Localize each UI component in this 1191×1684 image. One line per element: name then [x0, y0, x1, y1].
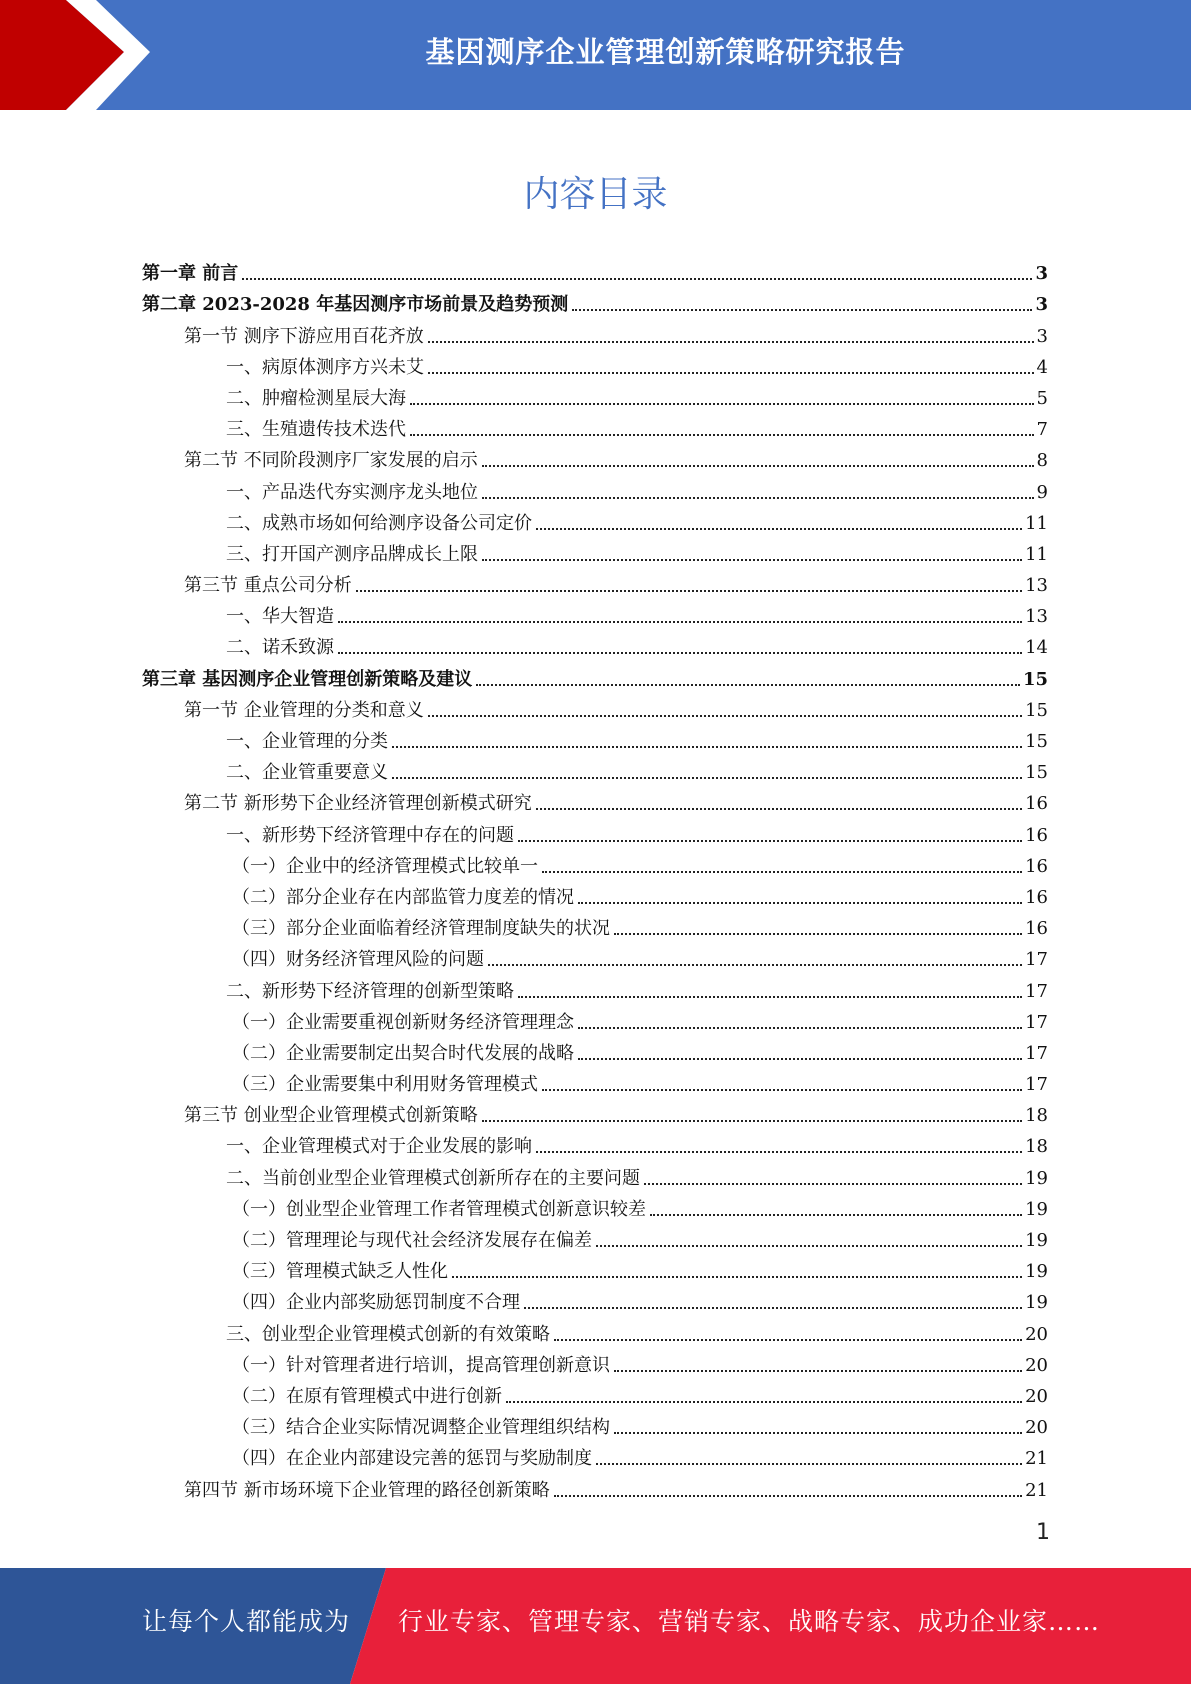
toc-entry-page: 16: [1025, 793, 1048, 815]
toc-entry-title: （一）企业需要重视创新财务经济管理理念: [232, 1011, 574, 1033]
toc-dot-leader: [518, 840, 1022, 842]
toc-entry[interactable]: [142, 535, 1048, 566]
toc-entry-title: 一、企业管理的分类: [226, 731, 388, 752]
toc-dot-leader: [476, 684, 1020, 686]
toc-entry[interactable]: [142, 1034, 1048, 1065]
toc-entry-page: 15: [1025, 762, 1048, 784]
toc-dot-leader: [410, 434, 1034, 436]
toc-dot-leader: [596, 1463, 1022, 1465]
toc-entry-title: 一、新形势下经济管理中存在的问题: [226, 824, 514, 846]
toc-entry[interactable]: [142, 348, 1048, 379]
toc-entry-title: 一、病原体测序方兴未艾: [226, 356, 424, 378]
toc-dot-leader: [392, 746, 1022, 748]
toc-dot-leader: [338, 621, 1022, 623]
toc-entry-page: 17: [1025, 1042, 1048, 1064]
toc-entry-title: 第二章 2023-2028 年基因测序市场前景及趋势预测: [142, 294, 569, 316]
toc-entry-page: 13: [1025, 575, 1048, 597]
toc-entry[interactable]: [142, 847, 1048, 878]
toc-dot-leader: [482, 559, 1022, 561]
toc-dot-leader: [482, 497, 1034, 499]
toc-entry-page: 4: [1036, 356, 1048, 378]
toc-entry-page: 3: [1036, 325, 1048, 347]
page-number: 1: [1036, 1520, 1050, 1545]
toc-entry[interactable]: [142, 722, 1048, 753]
toc-entry[interactable]: [142, 1158, 1048, 1189]
toc-entry-title: （三）部分企业面临着经济管理制度缺失的状况: [232, 918, 610, 940]
toc-dot-leader: [536, 528, 1022, 530]
toc-dot-leader: [524, 1307, 1022, 1309]
toc-entry[interactable]: [142, 1346, 1048, 1377]
toc-entry[interactable]: [142, 1377, 1048, 1408]
toc-dot-leader: [518, 996, 1022, 998]
footer-band: [0, 1568, 1191, 1684]
toc-dot-leader: [482, 465, 1034, 467]
toc-entry[interactable]: [142, 504, 1048, 535]
toc-entry-title: 三、生殖遗传技术迭代: [226, 419, 406, 441]
toc-entry-title: （二）在原有管理模式中进行创新: [232, 1385, 502, 1407]
toc-entry-title: 二、诺禾致源: [226, 637, 334, 659]
toc-entry-page: 7: [1036, 419, 1048, 441]
toc-dot-leader: [554, 1339, 1022, 1341]
toc-dot-leader: [356, 590, 1022, 592]
toc-entry-page: 16: [1025, 855, 1048, 877]
toc-entry-page: 21: [1025, 1479, 1048, 1501]
table-of-contents: [142, 254, 1048, 1502]
toc-entry-title: 二、成熟市场如何给测序设备公司定价: [226, 512, 532, 534]
toc-entry-page: 8: [1036, 450, 1048, 472]
toc-entry[interactable]: [142, 1190, 1048, 1221]
toc-entry-page: 20: [1025, 1417, 1048, 1439]
toc-entry[interactable]: [142, 1439, 1048, 1470]
red-arrow-icon: [0, 0, 160, 110]
toc-entry-page: 19: [1025, 1198, 1048, 1220]
toc-dot-leader: [506, 1401, 1022, 1403]
toc-dot-leader: [572, 309, 1032, 311]
toc-entry-title: （四）在企业内部建设完善的惩罚与奖励制度: [232, 1448, 592, 1470]
toc-entry-title: （一）企业中的经济管理模式比较单一: [232, 855, 538, 877]
toc-dot-leader: [410, 403, 1034, 405]
toc-entry-title: 三、创业型企业管理模式创新的有效策略: [226, 1323, 550, 1345]
toc-entry-title: （二）企业需要制定出契合时代发展的战略: [232, 1042, 574, 1064]
toc-entry-page: 9: [1036, 481, 1048, 503]
toc-dot-leader: [650, 1214, 1022, 1216]
toc-entry-page: 17: [1025, 1074, 1048, 1096]
toc-entry-page: 17: [1025, 980, 1048, 1002]
toc-entry[interactable]: [142, 1314, 1048, 1345]
toc-entry-page: 15: [1025, 731, 1048, 752]
toc-entry-title: 一、企业管理模式对于企业发展的影响: [226, 1136, 532, 1158]
toc-entry[interactable]: [142, 316, 1048, 347]
toc-entry-page: 15: [1025, 699, 1048, 721]
toc-entry[interactable]: [142, 1065, 1048, 1096]
toc-dot-leader: [338, 652, 1022, 654]
toc-dot-leader: [644, 1183, 1022, 1185]
toc-dot-leader: [488, 964, 1022, 966]
toc-entry[interactable]: [142, 940, 1048, 971]
toc-entry-page: 17: [1025, 949, 1048, 971]
toc-dot-leader: [578, 1058, 1022, 1060]
toc-entry-page: 19: [1025, 1292, 1048, 1314]
toc-entry-title: 第一节 测序下游应用百花齐放: [184, 325, 424, 347]
toc-entry[interactable]: [142, 254, 1048, 285]
toc-dot-leader: [554, 1495, 1022, 1497]
footer-slogan-left: 让每个人都能成为: [142, 1607, 351, 1636]
toc-entry[interactable]: [142, 1408, 1048, 1439]
header-band: [0, 0, 1191, 110]
toc-entry[interactable]: [142, 1096, 1048, 1127]
toc-entry[interactable]: [142, 566, 1048, 597]
toc-entry-page: 13: [1025, 606, 1048, 628]
footer-slogan-right: 行业专家、管理专家、营销专家、战略专家、成功企业家……: [398, 1607, 1101, 1636]
toc-entry-title: 二、当前创业型企业管理模式创新所存在的主要问题: [226, 1167, 640, 1189]
toc-entry-page: 19: [1025, 1167, 1048, 1189]
toc-entry[interactable]: [142, 628, 1048, 659]
toc-entry-title: （三）结合企业实际情况调整企业管理组织结构: [232, 1417, 610, 1439]
toc-entry[interactable]: [142, 1003, 1048, 1034]
toc-entry-page: 14: [1025, 637, 1048, 659]
toc-entry-title: （四）企业内部奖励惩罚制度不合理: [232, 1292, 520, 1314]
toc-dot-leader: [536, 808, 1022, 810]
toc-entry-title: （三）企业需要集中利用财务管理模式: [232, 1074, 538, 1096]
toc-entry-page: 16: [1025, 886, 1048, 908]
toc-entry-page: 3: [1035, 263, 1048, 285]
toc-dot-leader: [392, 777, 1022, 779]
toc-dot-leader: [452, 1276, 1022, 1278]
toc-entry-title: 第四节 新市场环境下企业管理的路径创新策略: [184, 1479, 550, 1501]
toc-entry-page: 20: [1025, 1323, 1048, 1345]
toc-entry[interactable]: [142, 753, 1048, 784]
toc-dot-leader: [578, 1027, 1022, 1029]
toc-entry-title: （一）针对管理者进行培训，提高管理创新意识: [232, 1354, 610, 1376]
toc-entry[interactable]: [142, 410, 1048, 441]
toc-entry-page: 19: [1025, 1261, 1048, 1283]
toc-entry-page: 11: [1025, 543, 1048, 565]
toc-entry-title: 第二节 不同阶段测序厂家发展的启示: [184, 450, 478, 472]
toc-entry-title: 第三节 创业型企业管理模式创新策略: [184, 1105, 478, 1127]
toc-entry[interactable]: [142, 691, 1048, 722]
toc-dot-leader: [596, 1245, 1022, 1247]
toc-entry[interactable]: [142, 379, 1048, 410]
toc-entry-title: 第二节 新形势下企业经济管理创新模式研究: [184, 793, 532, 815]
toc-entry[interactable]: [142, 1127, 1048, 1158]
toc-entry-page: 20: [1025, 1385, 1048, 1407]
toc-entry[interactable]: [142, 472, 1048, 503]
toc-heading: 内容目录: [523, 174, 668, 215]
toc-entry-page: 16: [1025, 918, 1048, 940]
toc-entry[interactable]: [142, 909, 1048, 940]
toc-entry[interactable]: [142, 659, 1048, 690]
toc-dot-leader: [242, 278, 1032, 280]
toc-entry-page: 19: [1025, 1230, 1048, 1251]
toc-entry-page: 15: [1022, 668, 1048, 690]
toc-dot-leader: [428, 715, 1022, 717]
toc-entry-title: （四）财务经济管理风险的问题: [232, 949, 484, 971]
toc-entry[interactable]: [142, 971, 1048, 1002]
toc-entry-title: 一、华大智造: [226, 606, 334, 628]
toc-dot-leader: [428, 341, 1034, 343]
toc-dot-leader: [482, 1120, 1022, 1122]
toc-entry-page: 16: [1025, 824, 1048, 846]
toc-entry-title: 第三章 基因测序企业管理创新策略及建议: [142, 668, 473, 690]
toc-entry-page: 21: [1025, 1448, 1048, 1470]
toc-entry[interactable]: [142, 1221, 1048, 1252]
toc-entry[interactable]: [142, 1470, 1048, 1501]
toc-entry-page: 17: [1025, 1011, 1048, 1033]
report-title: 基因测序企业管理创新策略研究报告: [425, 34, 906, 69]
toc-entry[interactable]: [142, 815, 1048, 846]
toc-dot-leader: [542, 1089, 1022, 1091]
toc-entry-page: 20: [1025, 1354, 1048, 1376]
toc-entry[interactable]: [142, 1252, 1048, 1283]
toc-entry-title: 二、新形势下经济管理的创新型策略: [226, 980, 514, 1002]
toc-entry-title: 第一节 企业管理的分类和意义: [184, 699, 424, 721]
toc-entry-title: （二）部分企业存在内部监管力度差的情况: [232, 886, 574, 908]
toc-entry-title: （三）管理模式缺乏人性化: [232, 1261, 448, 1283]
toc-entry-page: 18: [1025, 1136, 1048, 1158]
toc-entry[interactable]: [142, 597, 1048, 628]
toc-dot-leader: [536, 1151, 1022, 1153]
toc-entry[interactable]: [142, 878, 1048, 909]
toc-entry[interactable]: [142, 784, 1048, 815]
toc-entry-title: （二）管理理论与现代社会经济发展存在偏差: [232, 1230, 592, 1251]
toc-dot-leader: [614, 1432, 1022, 1434]
toc-entry-title: 三、打开国产测序品牌成长上限: [226, 543, 478, 565]
toc-entry-page: 11: [1025, 512, 1048, 534]
toc-dot-leader: [542, 871, 1022, 873]
toc-entry-title: 二、肿瘤检测星辰大海: [226, 387, 406, 409]
toc-entry-page: 3: [1035, 294, 1048, 316]
toc-entry-page: 5: [1036, 387, 1048, 409]
toc-dot-leader: [578, 902, 1022, 904]
toc-entry[interactable]: [142, 441, 1048, 472]
toc-entry-title: 二、企业管重要意义: [226, 762, 388, 784]
toc-entry[interactable]: [142, 1283, 1048, 1314]
toc-entry-title: 第一章 前言: [142, 263, 239, 285]
toc-dot-leader: [614, 933, 1022, 935]
toc-entry-title: （一）创业型企业管理工作者管理模式创新意识较差: [232, 1198, 646, 1220]
toc-dot-leader: [428, 372, 1034, 374]
toc-entry-page: 18: [1025, 1105, 1048, 1127]
toc-dot-leader: [614, 1370, 1022, 1372]
toc-entry[interactable]: [142, 285, 1048, 316]
toc-entry-title: 一、产品迭代夯实测序龙头地位: [226, 481, 478, 503]
toc-entry-title: 第三节 重点公司分析: [184, 575, 352, 597]
